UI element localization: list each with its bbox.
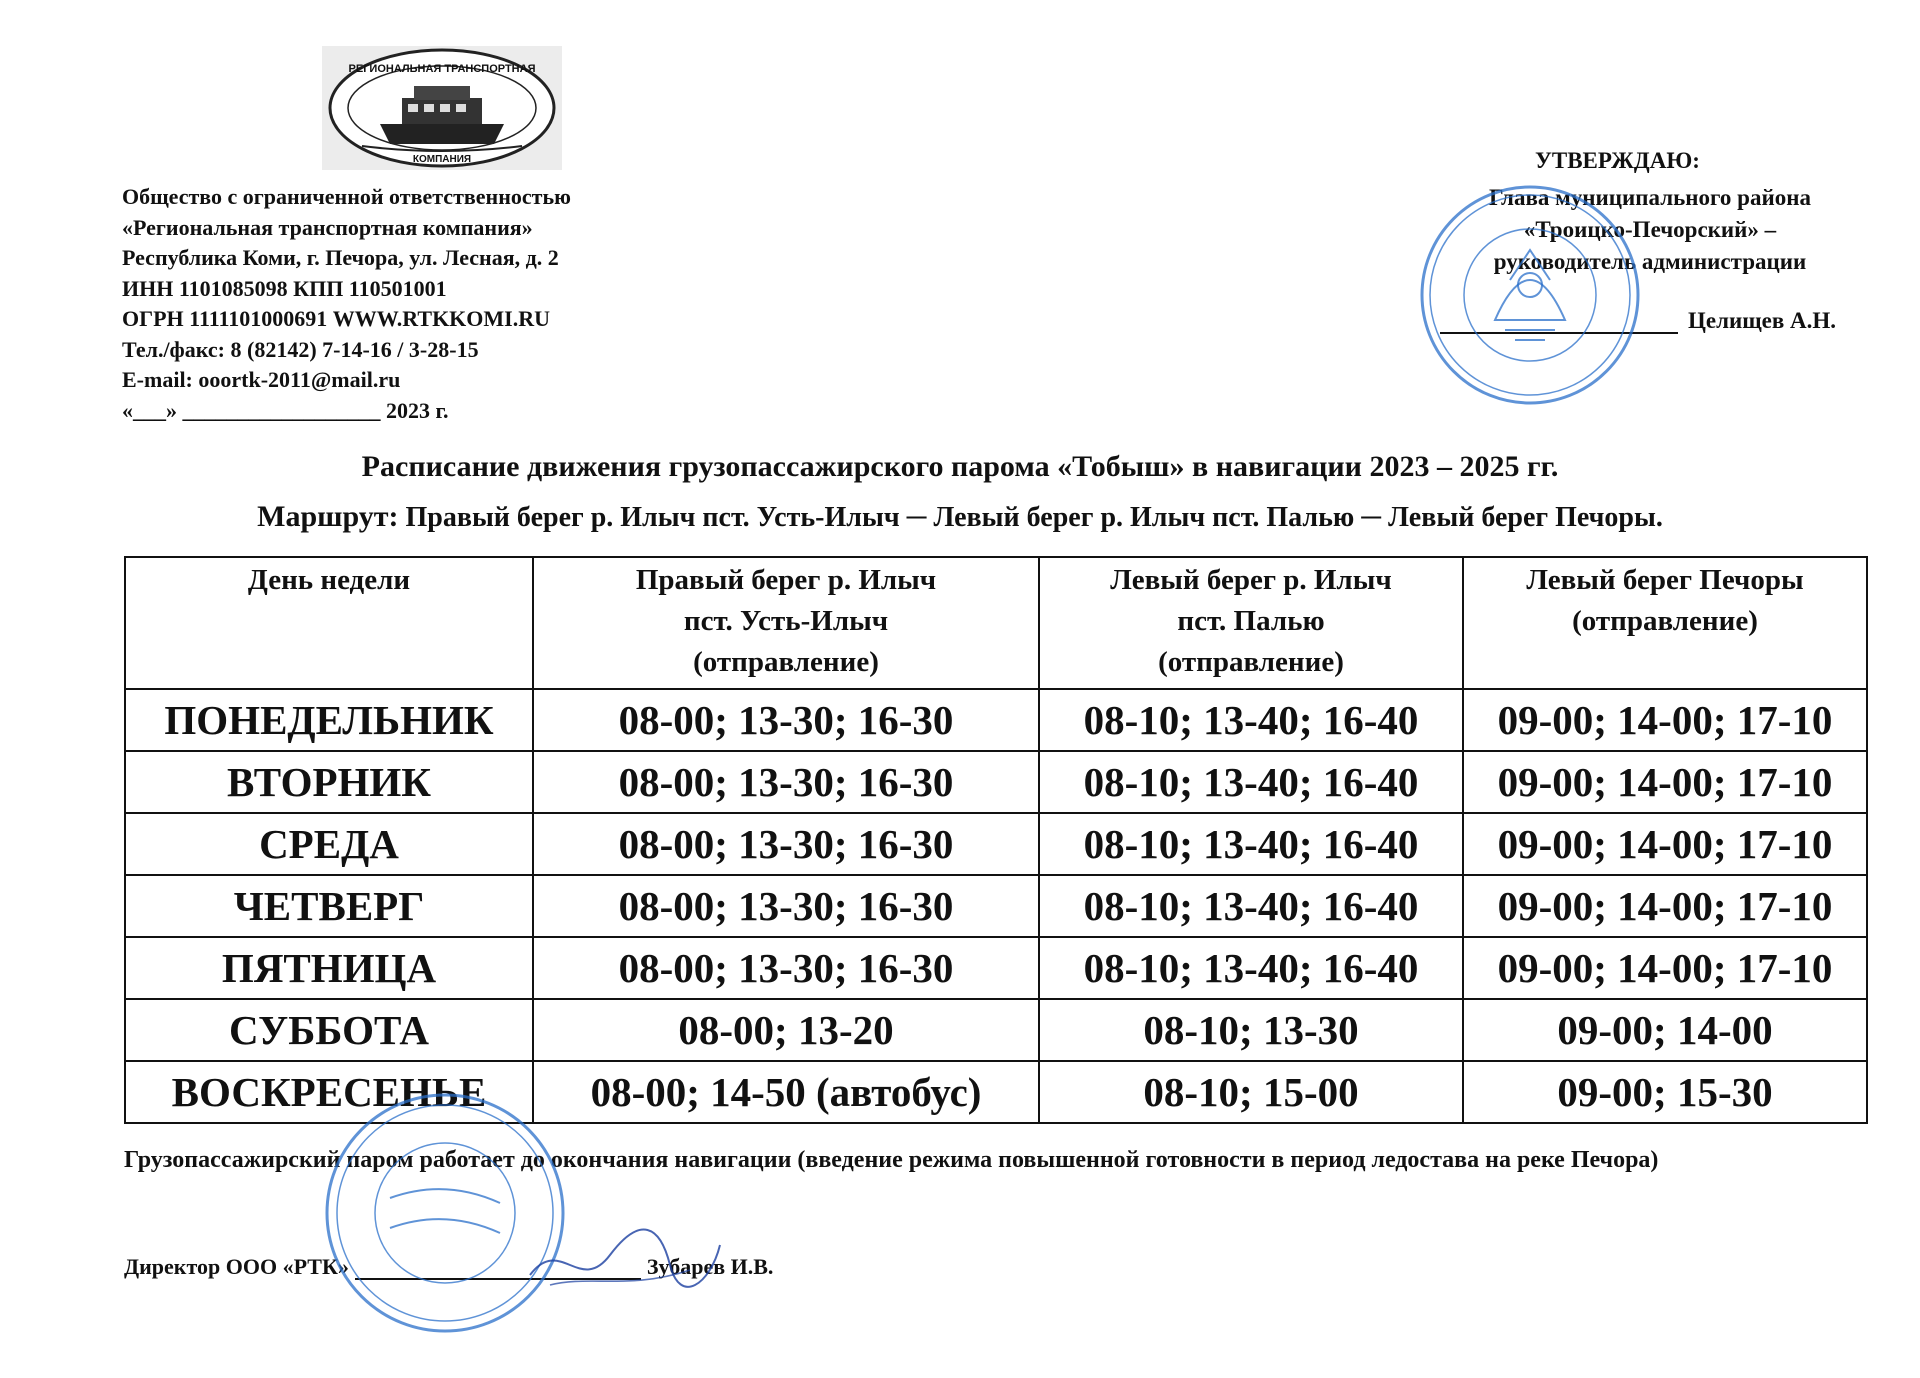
time-cell: 08-10; 15-00 (1039, 1061, 1463, 1123)
approval-block (1440, 182, 1860, 278)
time-cell: 08-10; 13-40; 16-40 (1039, 937, 1463, 999)
day-cell: ЧЕТВЕРГ (125, 875, 533, 937)
director-signature (124, 1254, 773, 1280)
time-cell: 08-10; 13-40; 16-40 (1039, 751, 1463, 813)
company-line: ОГРН 1111101000691 WWW.RTKKOMI.RU (122, 306, 551, 331)
table-row (125, 1061, 1867, 1123)
time-cell: 09-00; 14-00; 17-10 (1463, 689, 1867, 751)
day-cell: ПЯТНИЦА (125, 937, 533, 999)
company-line: Республика Коми, г. Печора, ул. Лесная, д. 2 (122, 245, 559, 270)
director-label: Директор ООО «РТК» (124, 1254, 349, 1279)
company-details (122, 182, 571, 426)
approval-line: «Троицко-Печорский» – (1523, 217, 1777, 242)
day-cell: СУББОТА (125, 999, 533, 1061)
company-line: «Региональная транспортная компания» (122, 214, 533, 240)
header-text: (отправление) (693, 646, 879, 678)
time-cell: 09-00; 14-00; 17-10 (1463, 813, 1867, 875)
table-row (125, 751, 1867, 813)
day-cell: СРЕДА (125, 813, 533, 875)
header-text: День недели (247, 564, 411, 596)
document-title: Расписание движения грузопассажирского парома «Тобыш» в навигации 2023 – 2025 гг. (361, 450, 1559, 483)
logo-caption-bottom: КОМПАНИЯ (412, 154, 472, 165)
table-row (125, 999, 1867, 1061)
time-cell: 09-00; 14-00; 17-10 (1463, 937, 1867, 999)
time-cell: 09-00; 14-00; 17-10 (1463, 751, 1867, 813)
header-text: Правый берег р. Илыч (635, 564, 937, 596)
time-cell: 09-00; 14-00 (1463, 999, 1867, 1061)
time-cell: 09-00; 15-30 (1463, 1061, 1867, 1123)
time-cell: 08-00; 13-30; 16-30 (533, 751, 1039, 813)
logo-caption-top: РЕГИОНАЛЬНАЯ ТРАНСПОРТНАЯ (348, 63, 536, 75)
time-cell: 08-00; 13-20 (533, 999, 1039, 1061)
day-cell: ПОНЕДЕЛЬНИК (125, 689, 533, 751)
company-line: E-mail: ooortk-2011@mail.ru (122, 367, 401, 392)
header-pechora (1463, 557, 1867, 689)
approval-line: руководитель администрации (1493, 249, 1807, 274)
company-logo (322, 46, 562, 170)
time-cell: 09-00; 14-00; 17-10 (1463, 875, 1867, 937)
time-cell: 08-10; 13-30 (1039, 999, 1463, 1061)
time-cell: 08-00; 13-30; 16-30 (533, 875, 1039, 937)
day-cell: ВТОРНИК (125, 751, 533, 813)
header-text: пст. Усть-Илыч (683, 605, 889, 637)
table-header-row (125, 557, 1867, 689)
day-cell: ВОСКРЕСЕНЬЕ (125, 1061, 533, 1123)
route-text: Правый берег р. Илыч пст. Усть-Илыч ─ Левый берег р. Илыч пст. Палью ─ Левый берег Печоры. (405, 502, 1663, 533)
company-line: Общество с ограниченной ответственностью (122, 184, 571, 209)
header-text: (отправление) (1572, 605, 1758, 637)
time-cell: 08-00; 14-50 (автобус) (533, 1061, 1039, 1123)
route-line (0, 500, 1920, 534)
time-cell: 08-10; 13-40; 16-40 (1039, 875, 1463, 937)
signature-line (1440, 332, 1678, 334)
schedule-table (124, 556, 1868, 1124)
header-text: (отправление) (1158, 646, 1344, 678)
header-ust-ilych (533, 557, 1039, 689)
footnote: Грузопассажирский паром работает до окончания навигации (введение режима повышенной готовности в период ледостава на реке Печора) (124, 1147, 1659, 1173)
header-text: пст. Палью (1177, 605, 1325, 637)
director-name: Зубарев И.В. (646, 1254, 774, 1279)
signature-line (355, 1278, 641, 1280)
table-row (125, 813, 1867, 875)
time-cell: 08-10; 13-40; 16-40 (1039, 689, 1463, 751)
approval-signer: Целищев А.Н. (1688, 308, 1837, 333)
approval-title: УТВЕРЖДАЮ: (1535, 148, 1700, 173)
company-stamp (320, 1088, 570, 1338)
header-palyu (1039, 557, 1463, 689)
company-line: Тел./факс: 8 (82142) 7-14-16 / 3-28-15 (122, 336, 479, 362)
table-row (125, 937, 1867, 999)
time-cell: 08-00; 13-30; 16-30 (533, 813, 1039, 875)
header-day (125, 557, 533, 689)
time-cell: 08-10; 13-40; 16-40 (1039, 813, 1463, 875)
company-line: ИНН 1101085098 КПП 110501001 (122, 275, 447, 301)
time-cell: 08-00; 13-30; 16-30 (533, 689, 1039, 751)
route-label: Маршрут: (257, 500, 399, 533)
header-text: Левый берег р. Илыч (1110, 564, 1392, 596)
header-text: Левый берег Печоры (1526, 564, 1804, 596)
approval-line: Глава муниципального района (1489, 185, 1811, 210)
approval-signature (1440, 308, 1840, 334)
table-row (125, 689, 1867, 751)
time-cell: 08-00; 13-30; 16-30 (533, 937, 1039, 999)
table-row (125, 875, 1867, 937)
company-line: «___» __________________ 2023 г. (122, 397, 449, 423)
